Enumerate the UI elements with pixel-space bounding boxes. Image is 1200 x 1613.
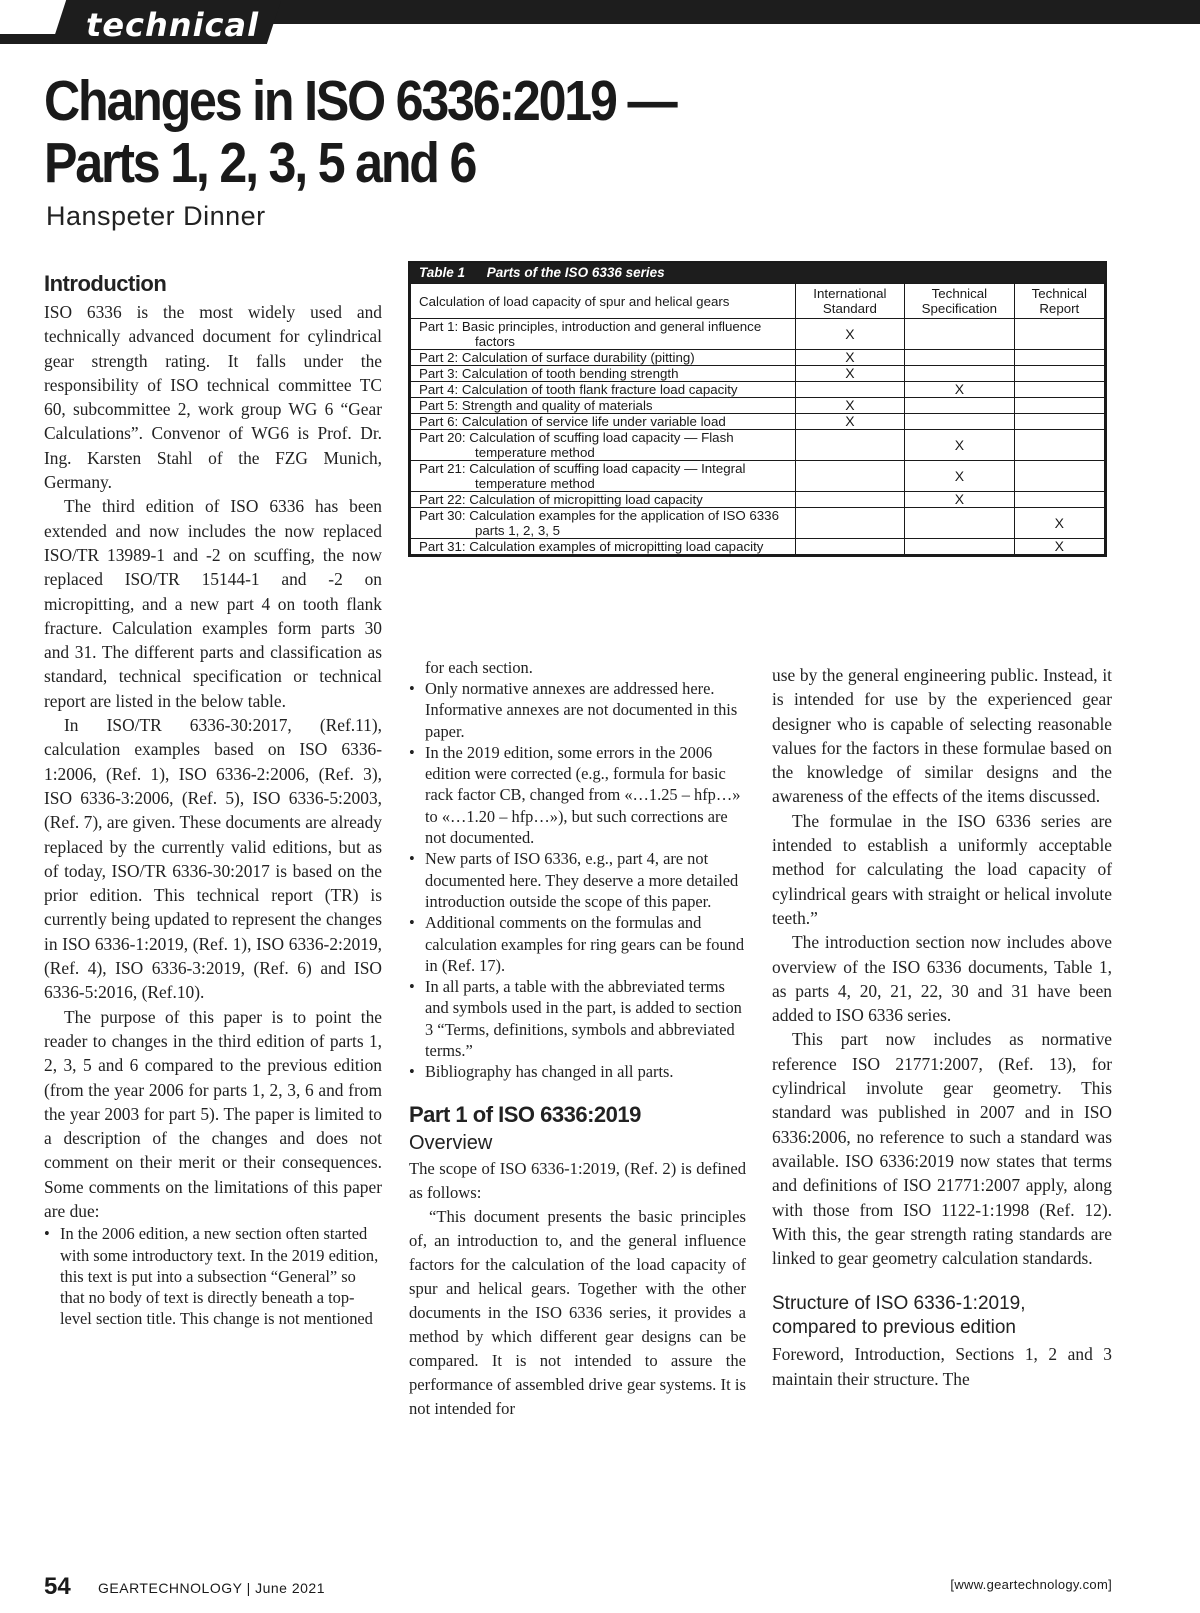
col3-paragraph-1: use by the general engineering public. Instead, it is intended for use by the experienced gear designer who is capable of selecting reasonable values for the factors in these formulae based on the knowledge of similar designs and the awareness of the effects of the items discussed. (772, 665, 1112, 807)
table-row (411, 382, 1105, 398)
table-cell-tr-mark (1014, 398, 1104, 414)
table-header-technical-specification: Technical Specification (905, 284, 1014, 319)
column-1 (44, 270, 382, 1330)
table-cell-ts-mark (905, 366, 1014, 382)
part-description: Part 2: Calculation of surface durability (pitting) (419, 350, 695, 365)
table-cell-ts-mark (905, 539, 1014, 555)
parts-table (408, 261, 1107, 557)
list-item: • In all parts, a table with the abbreviated terms and symbols used in the part, is added to section 3 “Terms, definitions, symbols and abbreviated terms.” (409, 976, 746, 1061)
table-cell-ts-mark (905, 508, 1014, 539)
table-row (411, 366, 1105, 382)
list-item: • Only normative annexes are addressed here. Informative annexes are not documented in this paper. (409, 678, 746, 742)
header-rule-right (258, 0, 1200, 24)
col3-paragraph-4: This part now includes as normative reference ISO 21771:2007, (Ref. 13), for cylindrical involute gear geometry. This standard was published in 2007 and in ISO 6336:2006, no reference to such a standard was available. ISO 6336:2019 now states that terms and definitions of ISO 21771:2007 apply, along with those from ISO 1122-1:1998 (Ref. 12). With this, the gear strength rating standards are linked to gear geometry calculation standards. (772, 1029, 1112, 1269)
table-cell-is-mark: X (795, 350, 904, 366)
author-name: Hanspeter Dinner (46, 201, 266, 231)
table-cell-is-mark: X (795, 366, 904, 382)
structure-subheading (772, 1292, 1112, 1340)
introduction-heading: Introduction (44, 271, 167, 296)
table-header-international-standard: International Standard (795, 284, 904, 319)
table-row (411, 350, 1105, 366)
part-description: Part 20: Calculation of scuffing load capacity — Flash temperature method (419, 430, 734, 460)
table-cell-part (411, 539, 796, 555)
table-cell-ts-mark (905, 398, 1014, 414)
table-header-parts: Calculation of load capacity of spur and helical gears (411, 284, 796, 319)
table-cell-tr-mark: X (1014, 539, 1104, 555)
publication-line: GEARTECHNOLOGY | June 2021 (98, 1580, 325, 1596)
list-item: • Bibliography has changed in all parts. (409, 1061, 746, 1082)
article-title (44, 70, 713, 194)
part-description: Part 3: Calculation of tooth bending strength (419, 366, 679, 381)
structure-subheading-line1: Structure of ISO 6336-1:2019, (772, 1293, 1026, 1315)
table-cell-is-mark (795, 539, 904, 555)
part1-paragraph-2: “This document presents the basic principles of, an introduction to, and the general influence factors for the calculation of the load capacity of spur and helical gears. Together with the other documents in the ISO 6336 series, it provides a method by which different gear designs can be compared. It is not intended to assure the performance of assembled drive gear systems. It is not intended for (409, 1206, 746, 1418)
table-body (411, 319, 1105, 555)
part-description: Part 6: Calculation of service life under variable load (419, 414, 726, 429)
intro-paragraph-4: The purpose of this paper is to point the reader to changes in the third edition of parts 1, 2, 3, 5 and 6 compared to the previous edition (from the year 2006 for parts 1, 2, 3, 6 and from the year 2003 for part 5). The paper is limited to a description of the changes and does not comment on their merit or their consequences. Some comments on the limitations of this paper are due: (44, 1006, 382, 1221)
table-cell-tr-mark (1014, 461, 1104, 492)
list-item: • New parts of ISO 6336, e.g., part 4, are not documented here. They deserve a more detailed introduction outside the scope of this paper. (409, 848, 746, 912)
table-cell-tr-mark (1014, 366, 1104, 382)
intro-paragraph-3: In ISO/TR 6336-30:2017, (Ref.11), calculation examples based on ISO 6336-1:2006, (Ref. 1), ISO 6336-2:2006, (Ref. 3), ISO 6336-3:2006, (Ref. 5), ISO 6336-5:2003, (Ref. 7), are given. These documents are already replaced by the currently valid editions, but as of today, ISO/TR 6336-30:2017 is based on the prior edition. This technical report (TR) is currently being updated to represent the changes in ISO 6336-1:2019, (Ref. 1), ISO 6336-2:2019, (Ref. 4), ISO 6336-3:2019, (Ref. 6) and ISO 6336-5:2016, (Ref.10). (44, 715, 382, 1003)
table-cell-part (411, 430, 796, 461)
part-description: Part 30: Calculation examples for the application of ISO 6336 parts 1, 2, 3, 5 (419, 508, 779, 538)
table-cell-is-mark (795, 430, 904, 461)
table-cell-ts-mark (905, 319, 1014, 350)
table-cell-part (411, 492, 796, 508)
table-cell-tr-mark (1014, 492, 1104, 508)
limitations-list (44, 1223, 382, 1329)
table-cell-part (411, 398, 796, 414)
list-item: • In the 2006 edition, a new section often started with some introductory text. In the 2019 edition, this text is put into a subsection “General” so that no body of text is directly beneath a top-level section title. This change is not mentioned (44, 1223, 382, 1329)
table-cell-tr-mark: X (1014, 508, 1104, 539)
table-cell-tr-mark (1014, 430, 1104, 461)
table-cell-part (411, 414, 796, 430)
table-row (411, 319, 1105, 350)
intro-paragraph-1: ISO 6336 is the most widely used and technically advanced document for cylindrical gear strength rating. It falls under the responsibility of ISO technical committee TC 60, subcommittee 2, work group WG 6 “Gear Calculations”. Convenor of WG6 is Prof. Dr. Ing. Karsten Stahl of the FZG Munich, Germany. (44, 302, 382, 493)
table-cell-ts-mark: X (905, 492, 1014, 508)
table-cell-part (411, 508, 796, 539)
table-cell-tr-mark (1014, 350, 1104, 366)
structure-subheading-line2: compared to previous edition (772, 1317, 1016, 1339)
table-caption-number: Table 1 (419, 265, 466, 280)
table-cell-part (411, 382, 796, 398)
table-cell-is-mark: X (795, 414, 904, 430)
table-header-technical-report: Technical Report (1014, 284, 1104, 319)
table-cell-is-mark: X (795, 319, 904, 350)
table-cell-part (411, 350, 796, 366)
parts-table-grid (410, 283, 1105, 555)
table-cell-tr-mark (1014, 382, 1104, 398)
table-cell-is-mark (795, 492, 904, 508)
table-row (411, 398, 1105, 414)
column-2 (409, 657, 746, 1421)
website-link[interactable]: [www.geartechnology.com] (950, 1577, 1112, 1592)
table-cell-ts-mark: X (905, 382, 1014, 398)
part1-heading: Part 1 of ISO 6336:2019 (409, 1101, 641, 1127)
table-row (411, 430, 1105, 461)
col3-paragraph-5: Foreword, Introduction, Sections 1, 2 and 3 maintain their structure. The (772, 1344, 1112, 1389)
page-number: 54 (44, 1573, 71, 1600)
part1-paragraph-1: The scope of ISO 6336-1:2019, (Ref. 2) is defined as follows: (409, 1158, 746, 1202)
section-tag (52, 0, 283, 44)
table-header-row (411, 284, 1105, 319)
overview-subheading: Overview (409, 1131, 493, 1154)
table-row (411, 414, 1105, 430)
table-caption-text: Parts of the ISO 6336 series (486, 265, 665, 280)
table-cell-ts-mark: X (905, 430, 1014, 461)
intro-paragraph-2: The third edition of ISO 6336 has been extended and now includes the now replaced ISO/TR 13989-1 and -2 on scuffing, the now replaced ISO/TR 15144-1 and -2 on micropitting, and a new part 4 on tooth flank fracture. Calculation examples form parts 30 and 31. The different parts and classification as standard, technical specification or technical report are listed in the below table. (44, 496, 382, 711)
col3-paragraph-2: The formulae in the ISO 6336 series are intended to establish a uniformly acceptable method for calculating the load capacity of cylindrical gears with straight or helical involute teeth.” (772, 810, 1112, 928)
table-cell-tr-mark (1014, 319, 1104, 350)
table-row (411, 508, 1105, 539)
limitations-list-continued (409, 678, 746, 1083)
part-description: Part 4: Calculation of tooth flank fracture load capacity (419, 382, 738, 397)
article-title-line2: Parts 1, 2, 3, 5 and 6 (44, 131, 476, 195)
column-3 (772, 663, 1112, 1391)
list-item: • In the 2019 edition, some errors in the 2006 edition were corrected (e.g., formula for basic rack factor CB, changed from «…1.25 – hfp…» to «…1.20 – hfp…»), but such corrections are not documented. (409, 742, 746, 848)
table-row (411, 461, 1105, 492)
table-caption (410, 263, 1105, 283)
table-cell-part (411, 461, 796, 492)
col3-paragraph-3: The introduction section now includes above overview of the ISO 6336 documents, Table 1, as parts 4, 20, 21, 22, 30 and 31 have been added to ISO 6336 series. (772, 932, 1112, 1026)
table-cell-ts-mark (905, 350, 1014, 366)
bullet-continuation: for each section. (425, 658, 533, 677)
table-cell-is-mark (795, 461, 904, 492)
table-cell-is-mark (795, 508, 904, 539)
part-description: Part 31: Calculation examples of micropitting load capacity (419, 539, 764, 554)
part-description: Part 22: Calculation of micropitting load capacity (419, 492, 703, 507)
table-cell-is-mark: X (795, 398, 904, 414)
table-cell-is-mark (795, 382, 904, 398)
section-header-band (0, 0, 1200, 44)
table-cell-tr-mark (1014, 414, 1104, 430)
part-description: Part 5: Strength and quality of materials (419, 398, 653, 413)
table-cell-ts-mark: X (905, 461, 1014, 492)
table-cell-part (411, 366, 796, 382)
section-tag-label: technical (86, 6, 260, 44)
table-cell-part (411, 319, 796, 350)
article-title-line1: Changes in ISO 6336:2019 — (44, 69, 676, 133)
table-cell-ts-mark (905, 414, 1014, 430)
table-row (411, 539, 1105, 555)
table-row (411, 492, 1105, 508)
list-item: • Additional comments on the formulas and calculation examples for ring gears can be found in (Ref. 17). (409, 912, 746, 976)
part-description: Part 1: Basic principles, introduction and general influence factors (419, 319, 762, 349)
part-description: Part 21: Calculation of scuffing load capacity — Integral temperature method (419, 461, 746, 491)
